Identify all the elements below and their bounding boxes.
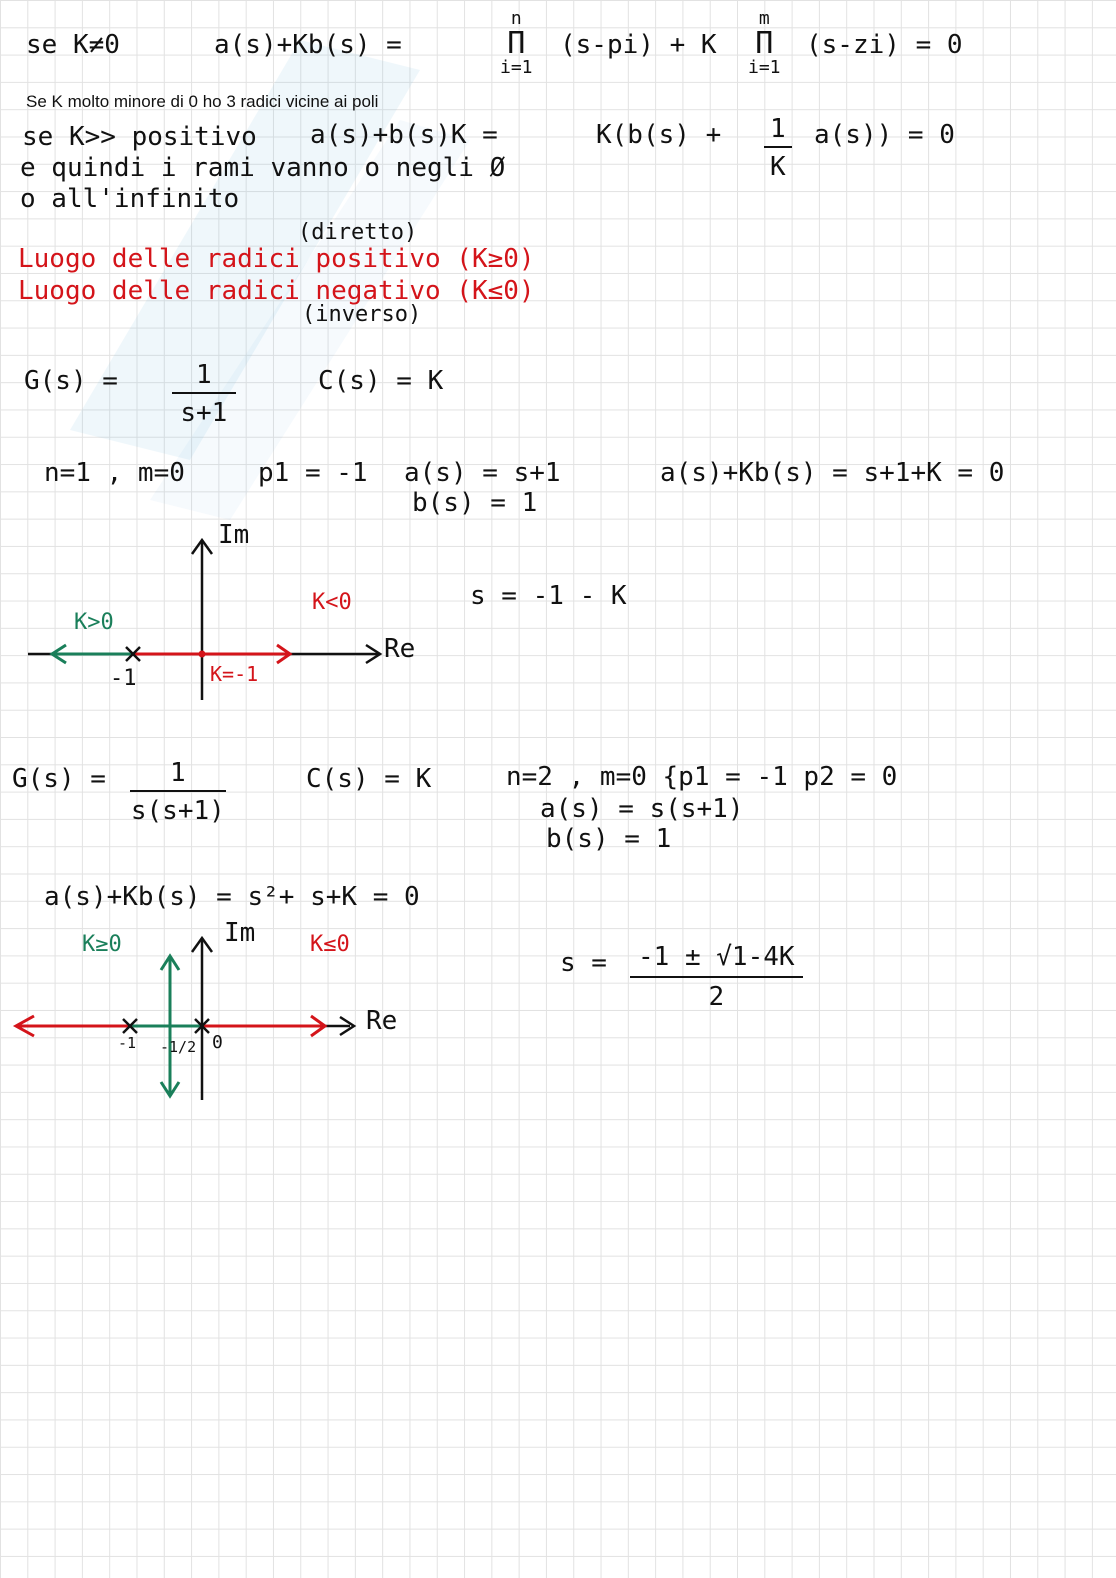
ex2-params: n=2 , m=0 {p1 = -1 p2 = 0 <box>506 762 898 792</box>
ex2-char: a(s)+Kb(s) = s²+ s+K = 0 <box>44 882 420 912</box>
ex1-root: s = -1 - K <box>470 581 627 611</box>
plot2-k-positive: K≥0 <box>82 932 122 957</box>
fraction-denominator: 2 <box>708 982 725 1012</box>
plot1-im-label: Im <box>218 520 250 550</box>
plot1-k-positive: K>0 <box>74 610 114 635</box>
luogo-negativo: Luogo delle radici negativo (K≤0) <box>18 276 535 306</box>
ex1-c: C(s) = K <box>318 366 444 396</box>
plot1-re-label: Re <box>384 634 416 664</box>
ex1-g-label: G(s) = <box>24 366 118 396</box>
ex2-a: a(s) = s(s+1) <box>540 794 744 824</box>
plot2-label-minus1: -1 <box>118 1034 137 1052</box>
line4: e quindi i rami vanno o negli Ø <box>20 153 506 183</box>
line1-prefix: se K≠0 <box>26 30 120 60</box>
diretto-note: (diretto) <box>298 220 418 245</box>
plot2-re-label: Re <box>366 1006 398 1036</box>
line3-mid: a(s)+b(s)K = <box>310 120 498 150</box>
line1-expr: a(s)+Kb(s) = <box>214 30 402 60</box>
typed-note: Se K molto minore di 0 ho 3 radici vicine ai poli <box>26 92 379 111</box>
ex1-pole: p1 = -1 <box>258 458 368 488</box>
product-symbol: Π <box>755 25 774 61</box>
line1-factor2: (s-zi) = 0 <box>806 30 963 60</box>
ex1-params: n=1 , m=0 <box>44 458 185 488</box>
plot1-k-negative: K<0 <box>312 590 352 615</box>
product-bottom: i=1 <box>500 56 533 78</box>
plot1-pole-label: -1 <box>110 666 137 691</box>
ex1-char: a(s)+Kb(s) = s+1+K = 0 <box>660 458 1005 488</box>
plot2-k-negative: K≤0 <box>310 932 350 957</box>
plot1-k-equal: K=-1 <box>210 662 259 686</box>
ex2-b: b(s) = 1 <box>546 824 672 854</box>
ex2-g-label: G(s) = <box>12 764 106 794</box>
fraction-numerator: 1 <box>764 114 792 148</box>
product-symbol: Π <box>507 25 526 61</box>
line3-right-b: a(s)) = 0 <box>814 120 955 150</box>
ex2-c: C(s) = K <box>306 764 432 794</box>
ex2-root-lhs: s = <box>560 948 607 978</box>
fraction-denominator: s(s+1) <box>130 796 225 826</box>
ex1-a: a(s) = s+1 <box>404 458 561 488</box>
plot2-label-minus-half: -1/2 <box>160 1038 197 1056</box>
line5: o all'infinito <box>20 184 240 214</box>
fraction-numerator: 1 <box>172 360 236 394</box>
ex1-b: b(s) = 1 <box>412 488 538 518</box>
product-bottom: i=1 <box>748 56 781 78</box>
fraction-denominator: s+1 <box>180 398 228 428</box>
fraction-denominator: K <box>770 152 786 182</box>
product-top: n <box>510 8 522 29</box>
luogo-positivo: Luogo delle radici positivo (K≥0) <box>18 244 535 274</box>
product-top: m <box>758 8 770 29</box>
line1-factor1: (s-pi) + K <box>560 30 717 60</box>
fraction-numerator: -1 ± √1-4K <box>630 942 803 978</box>
inverso-note: (inverso) <box>302 302 422 327</box>
plot2-label-zero: 0 <box>212 1032 223 1053</box>
ex2-root-fraction <box>630 942 803 1012</box>
line3-left: se K>> positivo <box>22 122 257 152</box>
fraction-numerator: 1 <box>130 758 226 792</box>
plot2-im-label: Im <box>224 918 256 948</box>
line3-right-a: K(b(s) + <box>596 120 722 150</box>
